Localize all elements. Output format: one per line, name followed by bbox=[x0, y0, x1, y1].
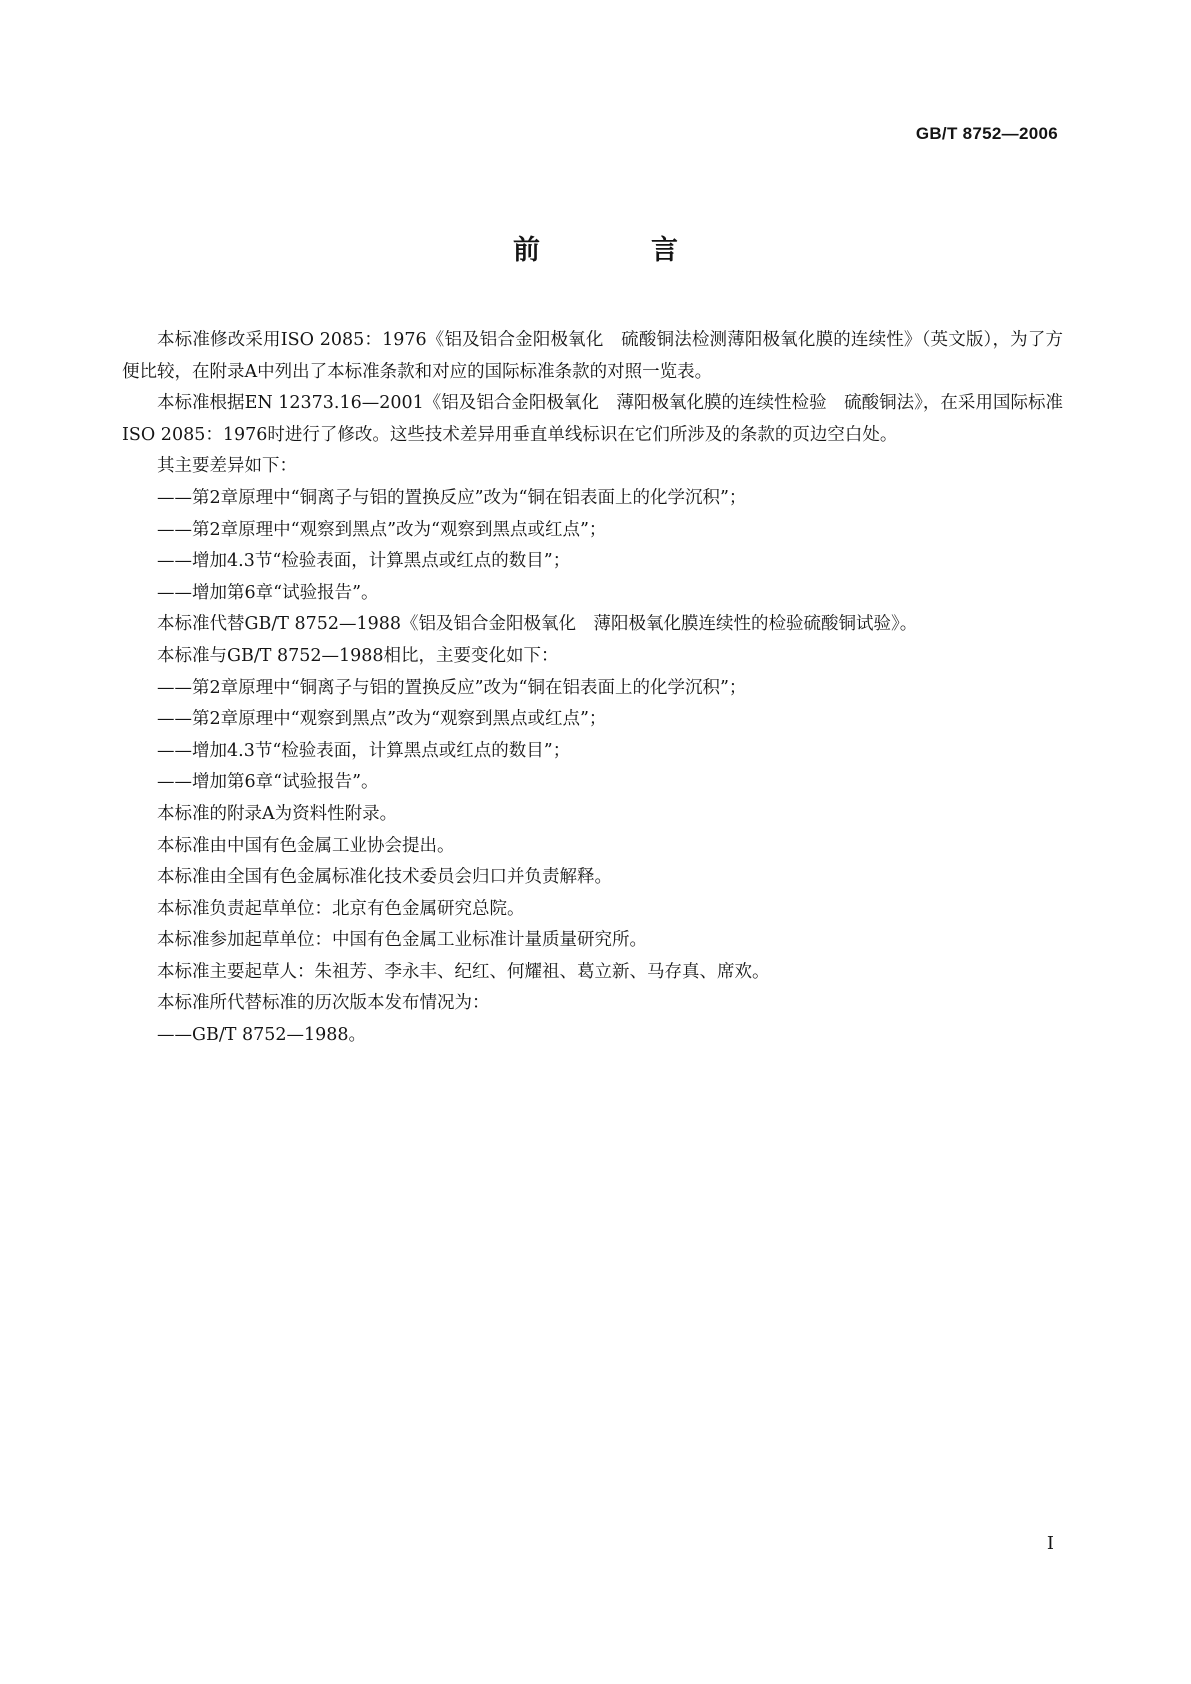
paragraph: 本标准的附录A为资料性附录。 bbox=[157, 803, 398, 824]
paragraph: 本标准所代替标准的历次版本发布情况为： bbox=[157, 993, 490, 1014]
paragraph: 本标准与GB/T 8752—1988相比，主要变化如下： bbox=[157, 645, 559, 666]
paragraph: 本标准由中国有色金属工业协会提出。 bbox=[157, 835, 455, 856]
paragraph: 本标准参加起草单位：中国有色金属工业标准计量质量研究所。 bbox=[157, 930, 647, 951]
list-item: ——第2章原理中“铜离子与铝的置换反应”改为“铜在铝表面上的化学沉积”； bbox=[157, 677, 747, 698]
paragraph: 其主要差异如下： bbox=[157, 456, 297, 477]
paragraph: 本标准修改采用ISO 2085：1976《铝及铝合金阳极氧化 硫酸铜法检测薄阳极氧化膜的连续性》（英文版），为了方便比较，在附录A中列出了本标准条款和对应的国际标准条款的对照一览表。 bbox=[122, 330, 1063, 382]
standard-code: GB/T 8752—2006 bbox=[915, 124, 1058, 143]
foreword-body bbox=[122, 325, 1063, 1052]
list-item: ——增加4.3节“检验表面，计算黑点或红点的数目”； bbox=[157, 740, 571, 761]
paragraph: 本标准主要起草人：朱祖芳、李永丰、纪红、何耀祖、葛立新、马存真、席欢。 bbox=[157, 961, 770, 982]
paragraph: 本标准根据EN 12373.16—2001《铝及铝合金阳极氧化 薄阳极氧化膜的连续性检验 硫酸铜法》，在采用国际标准ISO 2085：1976时进行了修改。这些技术差异用垂直单线标识在它们所涉及的条款的页边空白处。 bbox=[122, 393, 1063, 445]
paragraph: 本标准负责起草单位：北京有色金属研究总院。 bbox=[157, 898, 525, 919]
list-item: ——第2章原理中“观察到黑点”改为“观察到黑点或红点”； bbox=[157, 709, 607, 730]
list-item: ——第2章原理中“铜离子与铝的置换反应”改为“铜在铝表面上的化学沉积”； bbox=[157, 487, 747, 508]
list-item: ——第2章原理中“观察到黑点”改为“观察到黑点或红点”； bbox=[157, 519, 607, 540]
paragraph: 本标准由全国有色金属标准化技术委员会归口并负责解释。 bbox=[157, 867, 612, 888]
page-title: 前 言 bbox=[513, 235, 720, 266]
list-item: ——增加4.3节“检验表面，计算黑点或红点的数目”； bbox=[157, 551, 571, 572]
list-item: ——增加第6章“试验报告”。 bbox=[157, 772, 379, 793]
paragraph: 本标准代替GB/T 8752—1988《铝及铝合金阳极氧化 薄阳极氧化膜连续性的检验硫酸铜试验》。 bbox=[157, 614, 918, 635]
list-item: ——GB/T 8752—1988。 bbox=[157, 1025, 367, 1046]
list-item: ——增加第6章“试验报告”。 bbox=[157, 582, 379, 603]
page-number: I bbox=[1046, 1533, 1054, 1554]
